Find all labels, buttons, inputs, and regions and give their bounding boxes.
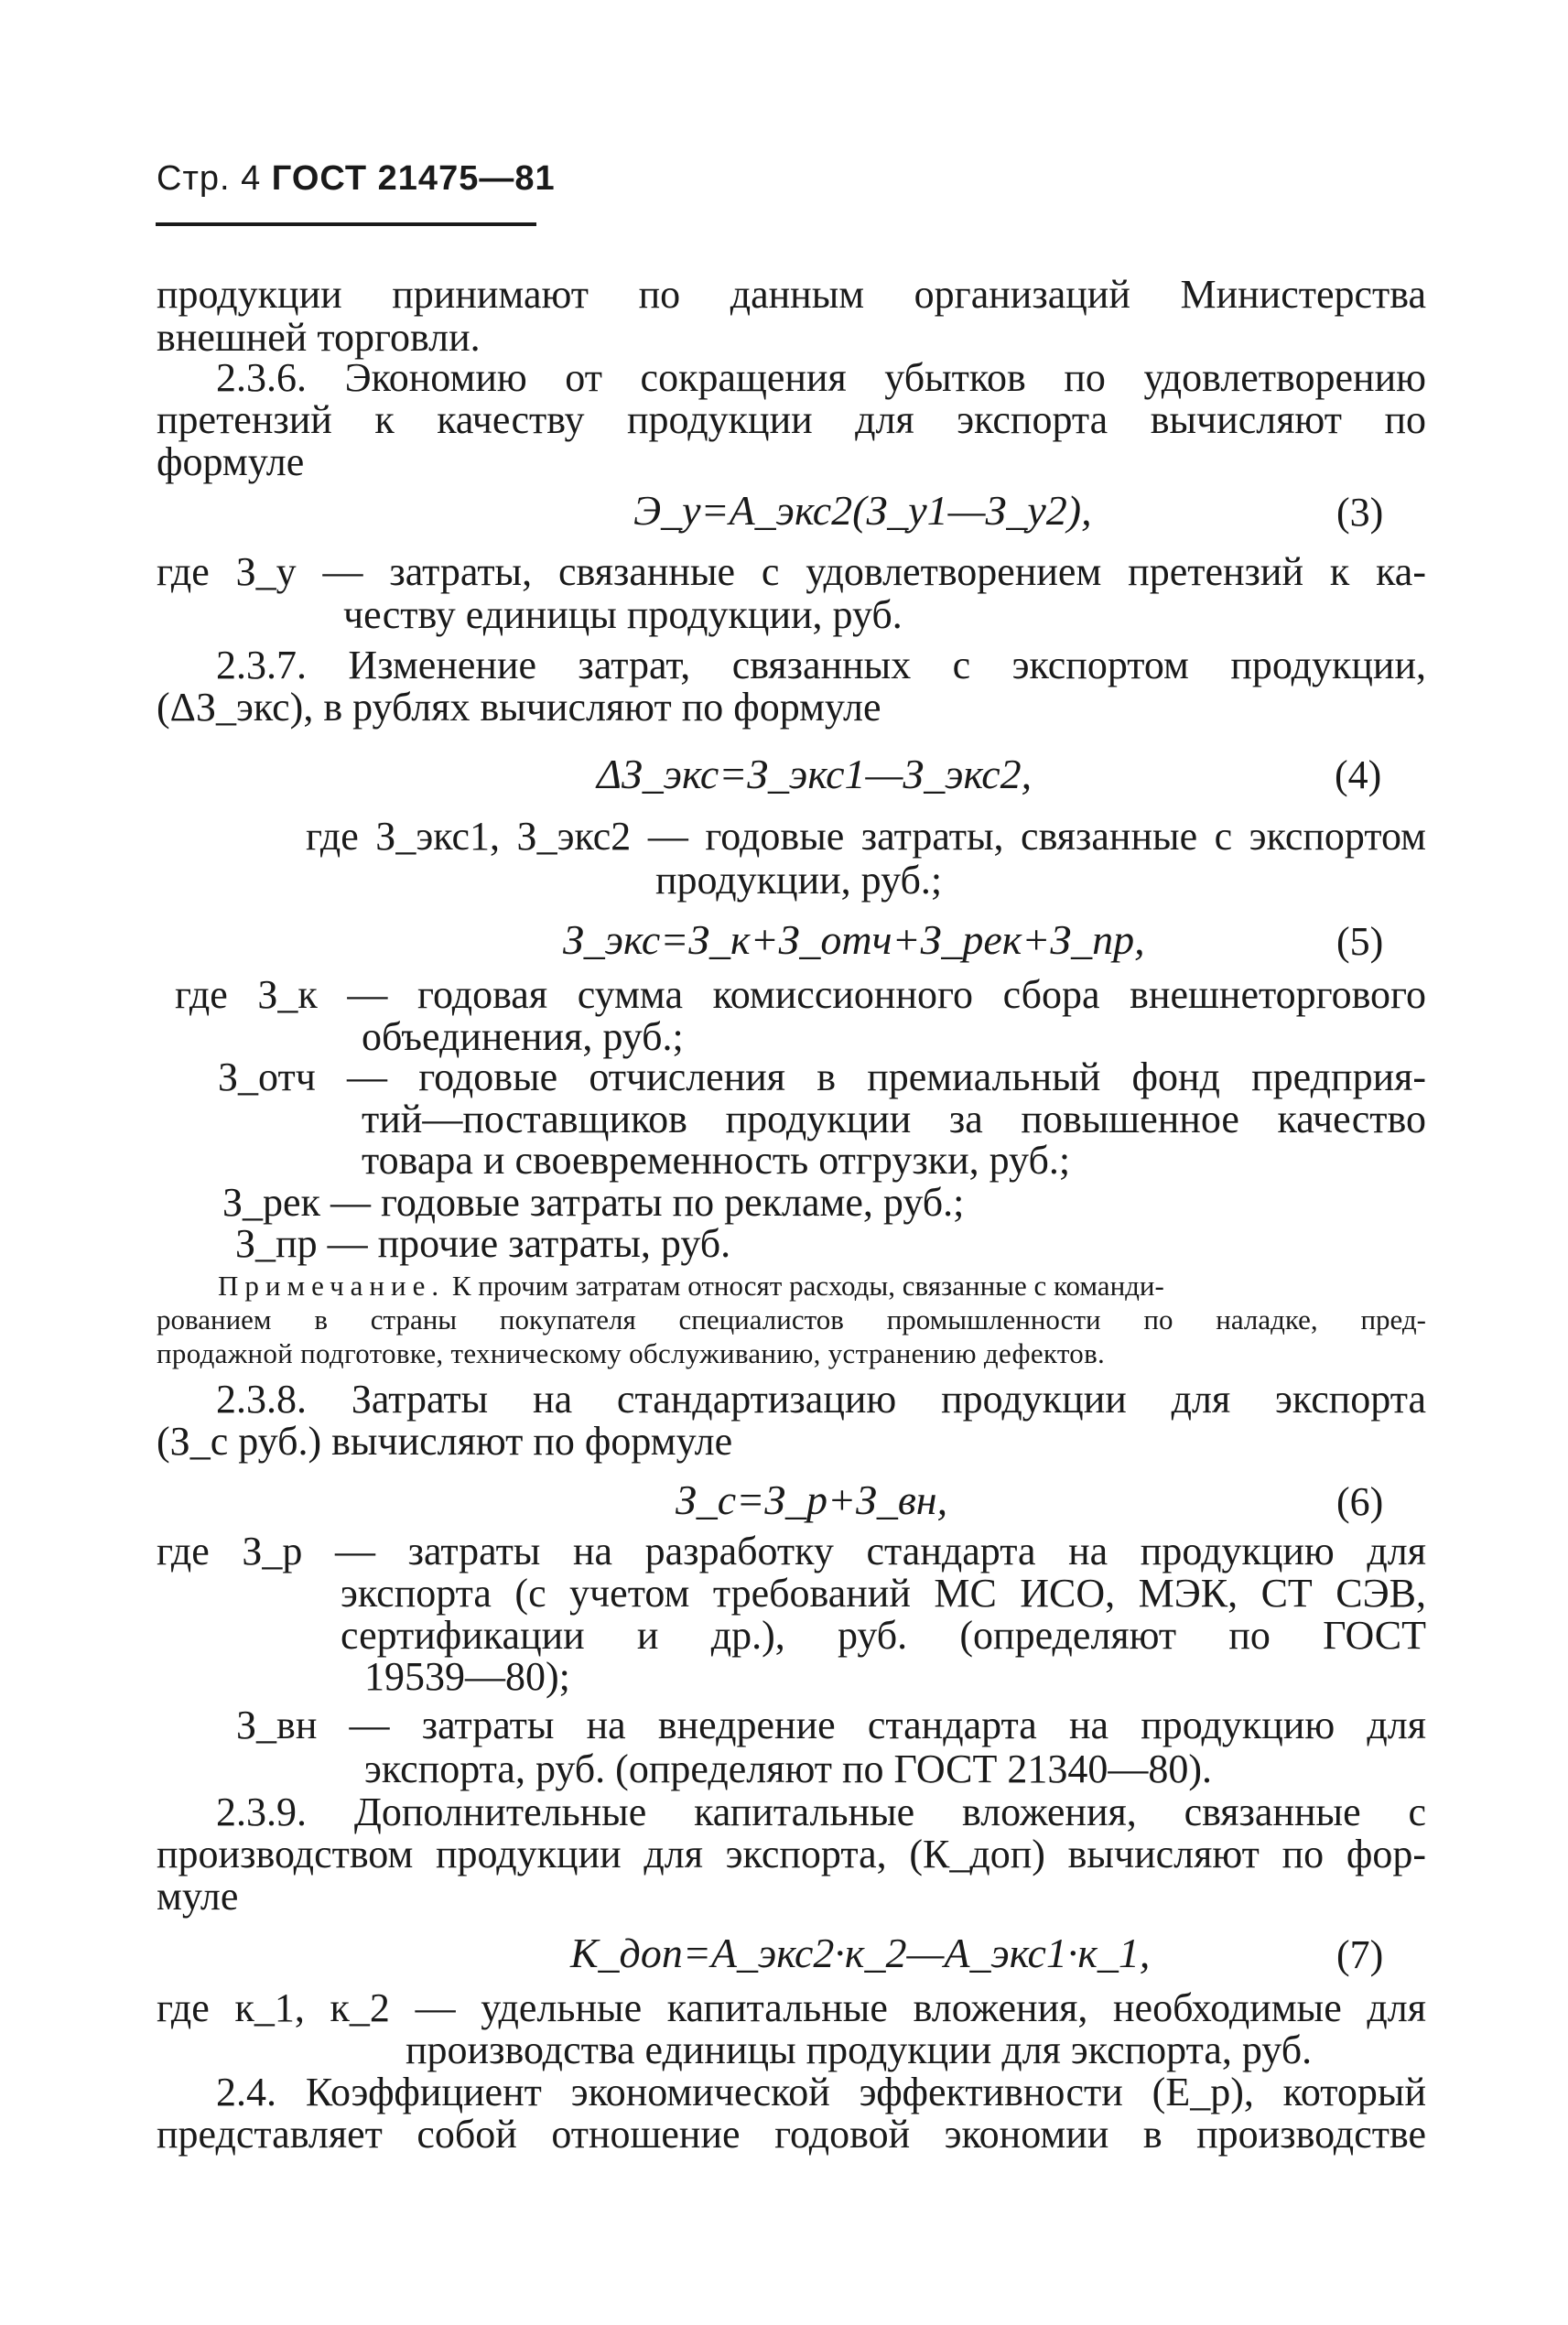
text-line: товара и своевременность отгрузки, руб.;	[362, 1138, 1071, 1183]
text-line: где З_р — затраты на разработку стандарта на продукцию для	[157, 1529, 1426, 1573]
page-header	[157, 158, 556, 199]
note-line: рованием в страны покупателя специалистов промышленности по наладке, пред-	[157, 1303, 1426, 1336]
text-line: претензий к качеству продукции для экспорта вычисляют по	[157, 397, 1426, 442]
text-line: формуле	[157, 439, 305, 484]
text-line: 2.3.8. Затраты на стандартизацию продукции для экспорта	[216, 1377, 1426, 1422]
text-line: З_отч — годовые отчисления в премиальный фонд предприя-	[218, 1054, 1426, 1099]
text-line: где З_экс1, З_экс2 — годовые затраты, связанные с экспортом	[306, 814, 1426, 859]
text-line: (ΔЗ_экс), в рублях вычисляют по формуле	[157, 685, 881, 730]
text-line: продукции, руб.;	[655, 858, 943, 903]
text-line: честву единицы продукции, руб.	[343, 592, 903, 637]
text-line: экспорта, руб. (определяют по ГОСТ 21340—80).	[364, 1746, 1213, 1791]
text-line: З_вн — затраты на внедрение стандарта на продукцию для	[236, 1703, 1426, 1747]
formula-5: З_экс=З_к+З_отч+З_рек+З_пр,	[563, 916, 1145, 963]
text-line: сертификации и др.), руб. (определяют по ГОСТ	[341, 1613, 1426, 1658]
text-line: муле	[157, 1874, 239, 1919]
text-line: производства единицы продукции для экспорта, руб.	[406, 2028, 1313, 2072]
formula-4: ΔЗ_экс=З_экс1—З_экс2,	[597, 751, 1033, 797]
text-line: продукции принимают по данным организаций Министерства	[157, 272, 1426, 317]
text-line: внешней торговли.	[157, 315, 481, 360]
text-line: 2.3.6. Экономию от сокращения убытков по удовлетворению	[216, 355, 1426, 400]
formula-6: З_с=З_р+З_вн,	[676, 1476, 948, 1523]
formula-number: (5)	[1336, 919, 1384, 964]
formula-number: (6)	[1336, 1479, 1384, 1524]
text-line: где З_у — затраты, связанные с удовлетворением претензий к ка-	[157, 549, 1426, 594]
page-label: Стр. 4	[157, 159, 262, 198]
formula-number: (4)	[1335, 752, 1382, 797]
header-rule	[156, 222, 536, 226]
note-line	[218, 1270, 1426, 1303]
text-line: 19539—80);	[364, 1654, 570, 1699]
text-line: З_пр — прочие затраты, руб.	[235, 1221, 731, 1266]
text-line: производством продукции для экспорта, (К_доп) вычисляют по фор-	[157, 1832, 1426, 1876]
note-text: К прочим затратам относят расходы, связанные с команди-	[451, 1270, 1164, 1302]
text-line: (З_с руб.) вычисляют по формуле	[157, 1419, 733, 1464]
text-line: 2.3.9. Дополнительные капитальные вложения, связанные с	[216, 1790, 1426, 1834]
formula-number: (3)	[1336, 490, 1384, 535]
text-line: представляет собой отношение годовой экономии в производстве	[157, 2112, 1426, 2157]
formula-7: К_доп=А_экс2·к_2—А_экс1·к_1,	[570, 1930, 1151, 1976]
text-line: тий—поставщиков продукции за повышенное качество	[362, 1097, 1426, 1141]
text-line: экспорта (с учетом требований МС ИСО, МЭК, СТ СЭВ,	[341, 1571, 1426, 1616]
text-line: З_рек — годовые затраты по рекламе, руб.;	[222, 1180, 965, 1225]
note-line: продажной подготовке, техническому обслуживанию, устранению дефектов.	[157, 1337, 1106, 1369]
standard-number: ГОСТ 21475—81	[271, 159, 556, 198]
formula-number: (7)	[1336, 1932, 1384, 1977]
note-label: Примечание.	[218, 1270, 446, 1302]
text-line: где к_1, к_2 — удельные капитальные вложения, необходимые для	[157, 1985, 1426, 2030]
text-line: где З_к — годовая сумма комиссионного сбора внешнеторгового	[175, 972, 1426, 1017]
text-line: 2.3.7. Изменение затрат, связанных с экспортом продукции,	[216, 643, 1426, 687]
text-line: 2.4. Коэффициент экономической эффективности (Е_р), который	[216, 2070, 1426, 2114]
formula-3: Э_у=А_экс2(З_у1—З_у2),	[633, 487, 1092, 534]
text-line: объединения, руб.;	[362, 1014, 684, 1059]
